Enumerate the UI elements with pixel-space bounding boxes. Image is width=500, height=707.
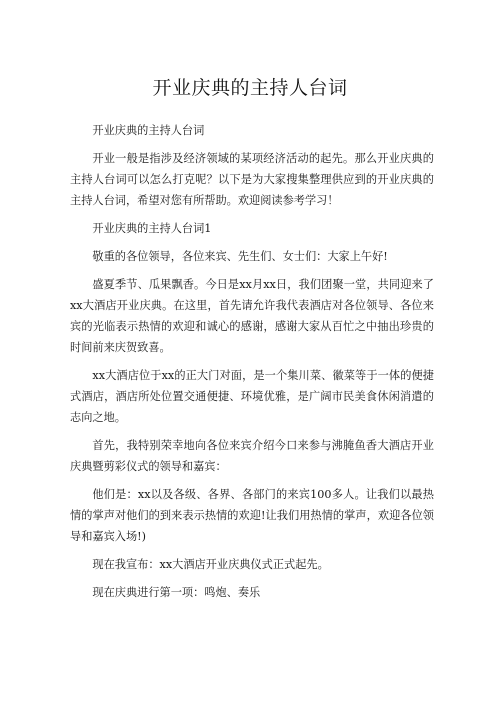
paragraph: 敬重的各位领导，各位来宾、先生们、女士们：大家上午好! xyxy=(92,250,388,263)
document-title: 开业庆典的主持人台词 xyxy=(152,77,348,99)
document-body xyxy=(70,120,434,610)
paragraph: 首先，我特别荣幸地向各位来宾介绍今口来参与沸腌鱼香大酒店开业庆典暨剪彩仪式的领导和嘉宾： xyxy=(70,439,434,473)
paragraph: xx大酒店位于xx的正大门对面，是一个集川菜、徽菜等于一体的便捷式酒店，酒店所处位置交通便捷、环境优雅，是广阔市民美食休闲消遣的志向之地。 xyxy=(70,369,434,424)
paragraph: 盛夏季节、瓜果飘香。今日是xx月xx日，我们团聚一堂，共同迎来了xx大酒店开业庆典。在这里，首先请允许我代表酒店对各位领导、各位来宾的光临表示热情的欢迎和诚心的感谢，感谢大家从百忙之中抽出珍贵的时间前来庆贺致喜。 xyxy=(70,278,434,354)
paragraph: 开业庆典的主持人台词1 xyxy=(92,222,212,235)
paragraph: 现在我宣布：xx大酒店开业庆典仪式正式起先。 xyxy=(92,558,329,571)
paragraph: 他们是：xx以及各级、各界、各部门的来宾100多人。让我们以最热情的掌声对他们的到来表示热情的欢迎!让我们用热情的掌声，欢迎各位领导和嘉宾入场!) xyxy=(70,488,434,543)
paragraph: 开业一般是指涉及经济领域的某项经济活动的起先。那么开业庆典的主持人台词可以怎么打克呢？以下是为大家搜集整理供应到的开业庆典的主持人台词，希望对您有所帮助。欢迎阅读参考学习！ xyxy=(70,152,434,207)
paragraph: 现在庆典进行第一项：鸣炮、奏乐 xyxy=(92,586,261,599)
paragraph: 开业庆典的主持人台词 xyxy=(92,124,205,137)
